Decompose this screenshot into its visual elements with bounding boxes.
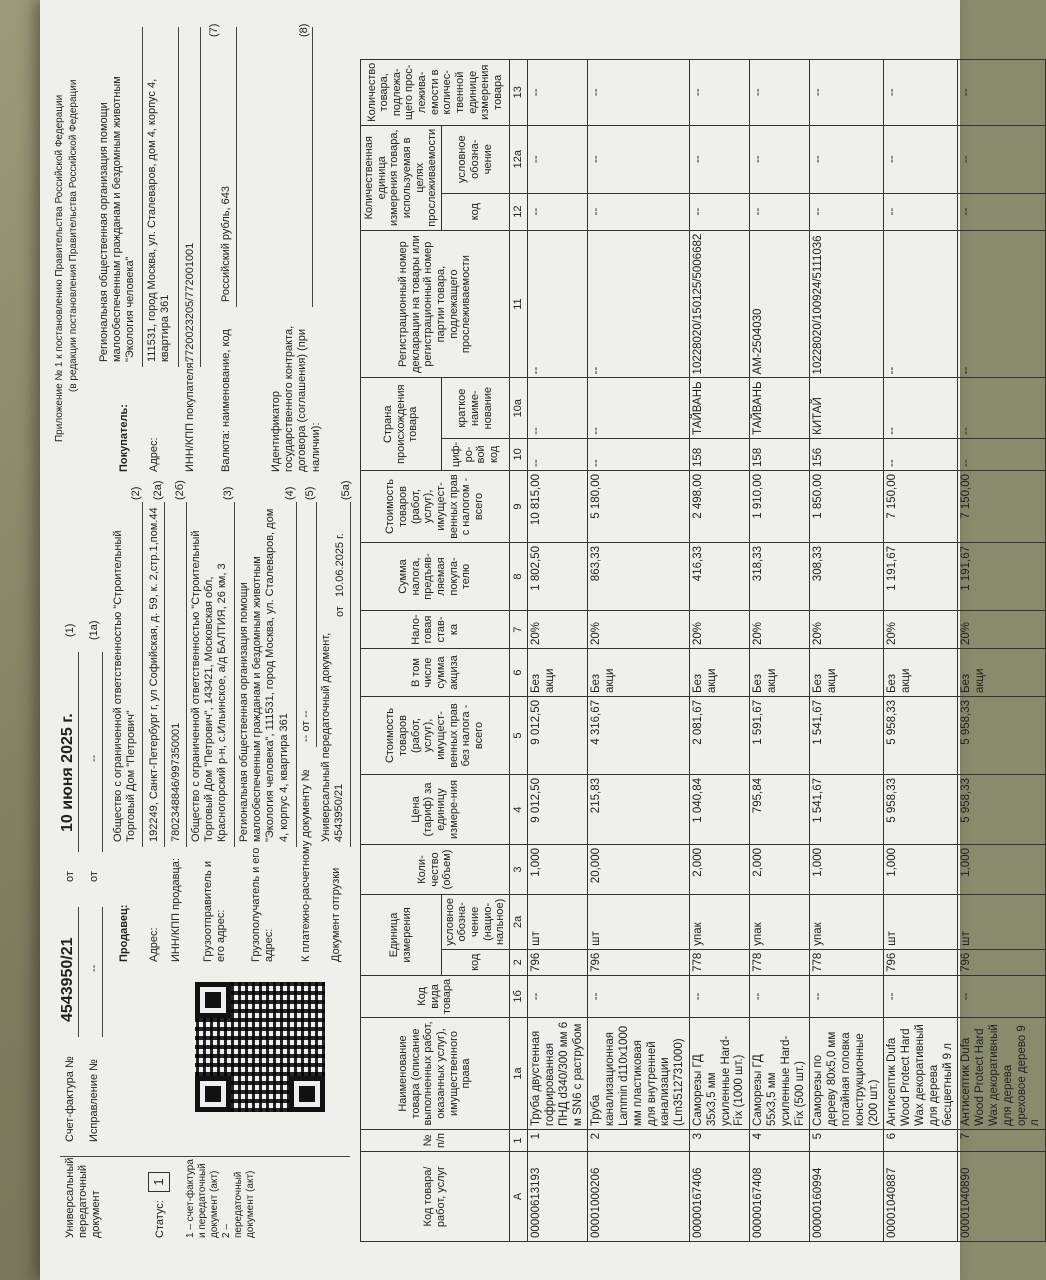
buyer-value: Региональная общественная организация помощи малообеспеченным гражданам и бездомным животным "Экология человека" xyxy=(98,76,137,362)
doc-type-box xyxy=(60,1156,350,1242)
buyer-inn-value: 7720023205/772001001 xyxy=(184,242,196,362)
cell-num: 1 xyxy=(528,1130,588,1152)
cell-unit-code: 778 xyxy=(750,949,810,975)
cell-excise: Без акци xyxy=(750,649,810,697)
th-code: Код товара/ работ, услуг xyxy=(361,1152,510,1242)
cell-code: 00000167406 xyxy=(690,1152,750,1242)
column-number: 12 xyxy=(510,193,528,230)
table-row xyxy=(750,59,810,1241)
cell-tax: 1 802,50 xyxy=(528,543,588,611)
cell-qty: 1,000 xyxy=(810,845,884,895)
column-number: 10 xyxy=(510,438,528,470)
cell-reg-number: 10228020/100924/5111036 xyxy=(810,230,884,378)
cell-cost: 5 958,33 xyxy=(958,697,1046,775)
cell-total: 2 498,00 xyxy=(690,471,750,543)
cell-unit: шт xyxy=(588,895,690,950)
cell-tax: 1 191,67 xyxy=(884,543,958,611)
cell-tax: 318,33 xyxy=(750,543,810,611)
cell-trace-code: -- xyxy=(690,193,750,230)
column-number: 4 xyxy=(510,775,528,845)
th-num: № п/п xyxy=(361,1130,510,1152)
mark-2a: (2а) xyxy=(152,480,164,500)
goods-table xyxy=(360,59,1046,1242)
seller-inn-label: ИНН/КПП продавца: xyxy=(170,858,182,962)
cell-price: 795,84 xyxy=(750,775,810,845)
cell-num: 5 xyxy=(810,1130,884,1152)
th-unit: Единица измерения xyxy=(361,895,442,976)
column-number: 7 xyxy=(510,611,528,649)
cell-country-code: 158 xyxy=(690,438,750,470)
column-number: 5 xyxy=(510,697,528,775)
cell-rate: 20% xyxy=(528,611,588,649)
th-tax-rate: Нало-говая став-ка xyxy=(361,611,510,649)
cell-trace-name: -- xyxy=(884,125,958,193)
doc-type-label: Универсальный передаточный документ xyxy=(64,1157,103,1238)
cell-cost: 9 012,50 xyxy=(528,697,588,775)
shipment-doc-date: 10.06.2025 г. xyxy=(334,533,346,597)
mark-8: (8) xyxy=(298,23,310,37)
th-qty: Коли-чество (объем) xyxy=(361,845,510,895)
mark-2b: (2б) xyxy=(174,480,186,500)
cell-qty: 20,000 xyxy=(588,845,690,895)
correction-from-label: от xyxy=(88,871,100,882)
column-number: 2а xyxy=(510,895,528,950)
seller-inn-value: 7802348846/997350001 xyxy=(170,722,182,842)
cell-total: 1 850,00 xyxy=(810,471,884,543)
status-legend: 1 – счет-фактура и передаточный документ (акт) 2 – передаточный документ (акт) xyxy=(185,1159,256,1238)
mark-5a: (5а) xyxy=(340,480,352,500)
cell-price: 9 012,50 xyxy=(528,775,588,845)
column-number: 2 xyxy=(510,949,528,975)
cell-kind: -- xyxy=(958,975,1046,1017)
cell-name: Антисептик Dufa Wood Protect Hard Wax декоративный для дерева ореховое дерево 9 л xyxy=(958,1018,1046,1130)
gov-id-label: Идентификатор государственного контракта, договора (соглашения) (при наличии): xyxy=(270,325,322,472)
column-number: 1а xyxy=(510,1018,528,1130)
cell-trace-name: -- xyxy=(810,125,884,193)
cell-code: 00001040890 xyxy=(958,1152,1046,1242)
shipper-value: Общество с ограниченной ответственностью "Строительный Торговый Дом "Петрович", 143421, Московская обл, Красногорский р-н, с.Ильинское, а/д БАЛТИЯ, 26 км, 3 xyxy=(190,530,229,842)
cell-code: 00000613193 xyxy=(528,1152,588,1242)
cell-country-name: -- xyxy=(528,378,588,438)
cell-excise: Без акци xyxy=(958,649,1046,697)
cell-trace-qty: -- xyxy=(884,59,958,125)
cell-name: Труба канализационная Lammin d110х1000 мм пластиковая для внутренней канализации (Lm3512731000) xyxy=(588,1018,690,1130)
cell-kind: -- xyxy=(750,975,810,1017)
cell-num: 2 xyxy=(588,1130,690,1152)
th-unit-code: код xyxy=(441,949,509,975)
cell-unit: шт xyxy=(528,895,588,950)
column-number: 13 xyxy=(510,59,528,125)
cell-total: 10 815,00 xyxy=(528,471,588,543)
table-row xyxy=(810,59,884,1241)
cell-unit-code: 796 xyxy=(528,949,588,975)
cell-excise: Без акци xyxy=(884,649,958,697)
cell-rate: 20% xyxy=(750,611,810,649)
cell-tax: 416,33 xyxy=(690,543,750,611)
th-kind-code: Код вида товара xyxy=(361,975,510,1017)
cell-rate: 20% xyxy=(884,611,958,649)
cell-rate: 20% xyxy=(958,611,1046,649)
cell-trace-name: -- xyxy=(750,125,810,193)
column-number: 1б xyxy=(510,975,528,1017)
cell-trace-code: -- xyxy=(810,193,884,230)
cell-cost: 2 081,67 xyxy=(690,697,750,775)
consignee-value: Региональная общественная организация помощи малообеспеченным гражданам и бездомным животным "Экология человека", 111531, город Москва, ул. Сталеваров, дом 4, корпус 4, квартира 361 xyxy=(238,508,290,842)
cell-code: 00001000206 xyxy=(588,1152,690,1242)
status-value-box: 1 xyxy=(148,1172,170,1192)
upd-document xyxy=(50,22,1042,1262)
cell-total: 7 150,00 xyxy=(884,471,958,543)
cell-rate: 20% xyxy=(588,611,690,649)
cell-rate: 20% xyxy=(810,611,884,649)
appendix-line-2: (в редакции постановления Правительства Российской Федерации xyxy=(68,79,79,392)
cell-qty: 1,000 xyxy=(528,845,588,895)
cell-cost: 1 591,67 xyxy=(750,697,810,775)
cell-unit: шт xyxy=(884,895,958,950)
cell-num: 3 xyxy=(690,1130,750,1152)
cell-trace-qty: -- xyxy=(810,59,884,125)
cell-unit: упак xyxy=(690,895,750,950)
invoice-label: Счет-фактура № xyxy=(64,1056,76,1142)
cell-trace-name: -- xyxy=(958,125,1046,193)
cell-trace-qty: -- xyxy=(588,59,690,125)
cell-kind: -- xyxy=(884,975,958,1017)
cell-country-code: -- xyxy=(588,438,690,470)
cell-country-name: -- xyxy=(884,378,958,438)
mark-1a: (1а) xyxy=(88,620,100,640)
th-country-name: краткое наиме-нование xyxy=(441,378,509,438)
cell-total: 1 910,00 xyxy=(750,471,810,543)
th-price: Цена (тариф) за единицу измере-ния xyxy=(361,775,510,845)
cell-country-code: -- xyxy=(528,438,588,470)
cell-trace-code: -- xyxy=(528,193,588,230)
currency-label: Валюта: наименование, код xyxy=(220,329,232,472)
cell-name: Саморезы ГД 55х3,5 мм усиленные Hard-Fix (500 шт.) xyxy=(750,1018,810,1130)
cell-tax: 308,33 xyxy=(810,543,884,611)
table-row xyxy=(528,59,588,1241)
appendix-line-1: Приложение № 1 к постановлению Правительства Российской Федерации xyxy=(54,94,65,442)
cell-name: Труба двустенная гофрированная ПНД d340/300 мм 6 м SN6 с раструбом xyxy=(528,1018,588,1130)
table-row xyxy=(958,59,1046,1241)
cell-reg-number: -- xyxy=(958,230,1046,378)
column-number: 10а xyxy=(510,378,528,438)
table-row xyxy=(884,59,958,1241)
cell-country-code: -- xyxy=(884,438,958,470)
shipment-doc-value: Универсальный передаточный документ, 4543950/21 xyxy=(320,632,346,842)
payment-doc-label: К платежно-расчетному документу № xyxy=(300,769,312,962)
cell-country-name: -- xyxy=(958,378,1046,438)
table-row xyxy=(588,59,690,1241)
buyer-address-label: Адрес: xyxy=(148,437,160,472)
column-number-row xyxy=(510,59,528,1241)
cell-price: 5 958,33 xyxy=(884,775,958,845)
status-row xyxy=(152,1200,167,1238)
cell-trace-code: -- xyxy=(958,193,1046,230)
cell-country-name: ТАЙВАНЬ xyxy=(750,378,810,438)
cell-kind: -- xyxy=(528,975,588,1017)
cell-price: 1 541,67 xyxy=(810,775,884,845)
cell-country-name: -- xyxy=(588,378,690,438)
cell-price: 5 958,33 xyxy=(958,775,1046,845)
th-reg-number: Регистрационный номер декларации на товары или регистрационный номер партии товара, подлежащего прослеживаемости xyxy=(361,230,510,378)
cell-code: 00000167408 xyxy=(750,1152,810,1242)
buyer-inn-label: ИНН/КПП покупателя: xyxy=(184,359,196,472)
cell-trace-name: -- xyxy=(588,125,690,193)
mark-5: (5) xyxy=(304,486,316,500)
cell-trace-qty: -- xyxy=(690,59,750,125)
column-number: 8 xyxy=(510,543,528,611)
cell-trace-qty: -- xyxy=(958,59,1046,125)
cell-unit: упак xyxy=(750,895,810,950)
cell-total: 7 150,00 xyxy=(958,471,1046,543)
cell-num: 7 xyxy=(958,1130,1046,1152)
th-cost-wo-tax: Стоимость товаров (работ, услуг), имущест-венных прав без налога - всего xyxy=(361,697,510,775)
table-row xyxy=(690,59,750,1241)
cell-reg-number: -- xyxy=(588,230,690,378)
cell-name: Антисептик Dufa Wood Protect Hard Wax декоративный для дерева бесцветный 9 л xyxy=(884,1018,958,1130)
cell-kind: -- xyxy=(810,975,884,1017)
shipper-label: Грузоотправитель и его адрес: xyxy=(202,861,228,962)
th-excise: В том числе сумма акциза xyxy=(361,649,510,697)
th-trace-qty: Количество товара, подлежа-щего прос-лежива-емости в количес-твенной единице измерения товара xyxy=(361,59,510,125)
cell-country-name: ТАЙВАНЬ xyxy=(690,378,750,438)
cell-name: Саморезы по дереву 80х5,0 мм потайная головка конструкционные (200 шт.) xyxy=(810,1018,884,1130)
cell-rate: 20% xyxy=(690,611,750,649)
cell-excise: Без акци xyxy=(588,649,690,697)
invoice-from-label: от xyxy=(64,871,76,882)
cell-code: 00000160994 xyxy=(810,1152,884,1242)
cell-code: 00001040887 xyxy=(884,1152,958,1242)
th-country: Страна происхождения товара xyxy=(361,378,442,471)
cell-tax: 863,33 xyxy=(588,543,690,611)
cell-country-code: 156 xyxy=(810,438,884,470)
correction-date: -- xyxy=(88,754,100,762)
cell-cost: 4 316,67 xyxy=(588,697,690,775)
cell-reg-number: АМ-2504030 xyxy=(750,230,810,378)
cell-total: 5 180,00 xyxy=(588,471,690,543)
cell-qty: 2,000 xyxy=(750,845,810,895)
mark-7: (7) xyxy=(208,23,220,37)
column-number: 3 xyxy=(510,845,528,895)
seller-address-label: Адрес: xyxy=(148,927,160,962)
mark-2: (2) xyxy=(130,486,142,500)
cell-reg-number: -- xyxy=(884,230,958,378)
th-trace-unit: Количественная единица измерения товара, используемая в целях прослеживаемости xyxy=(361,125,442,230)
cell-excise: Без акци xyxy=(528,649,588,697)
shipment-doc-label: Документ отгрузки xyxy=(330,867,342,962)
th-trace-code: код xyxy=(441,193,509,230)
qr-code xyxy=(195,982,325,1112)
invoice-number: 4543950/21 xyxy=(59,937,76,1022)
mark-4: (4) xyxy=(284,486,296,500)
cell-qty: 1,000 xyxy=(958,845,1046,895)
cell-qty: 1,000 xyxy=(884,845,958,895)
seller-value: Общество с ограниченной ответственностью "Строительный Торговый Дом "Петрович" xyxy=(112,530,138,842)
cell-trace-code: -- xyxy=(750,193,810,230)
cell-country-name: КИТАЙ xyxy=(810,378,884,438)
cell-unit-code: 796 xyxy=(958,949,1046,975)
cell-unit: шт xyxy=(958,895,1046,950)
goods-body xyxy=(528,59,1046,1241)
buyer-address-value: 111531, город Москва, ул. Сталеваров, дом 4, корпус 4, квартира 361 xyxy=(146,78,172,362)
cell-unit-code: 796 xyxy=(588,949,690,975)
column-number: 1 xyxy=(510,1130,528,1152)
column-number: 9 xyxy=(510,471,528,543)
cell-trace-qty: -- xyxy=(750,59,810,125)
correction-number: -- xyxy=(88,964,100,972)
cell-num: 6 xyxy=(884,1130,958,1152)
seller-address-value: 192249, Санкт-Петербург г, ул Софийская, д. 59, к. 2,стр.1,пом.44 xyxy=(148,507,160,842)
cell-reg-number: -- xyxy=(528,230,588,378)
seller-label: Продавец: xyxy=(118,904,130,962)
th-name: Наименование товара (описание выполненных работ, оказанных услуг), имущественного права xyxy=(361,1018,510,1130)
cell-kind: -- xyxy=(690,975,750,1017)
column-number: 11 xyxy=(510,230,528,378)
cell-trace-name: -- xyxy=(690,125,750,193)
th-trace-name: условное обозна-чение xyxy=(441,125,509,193)
cell-num: 4 xyxy=(750,1130,810,1152)
cell-tax: 1 191,67 xyxy=(958,543,1046,611)
cell-name: Саморезы ГД 35х3,5 мм усиленные Hard-Fix (1000 шт.) xyxy=(690,1018,750,1130)
cell-reg-number: 10228020/150125/5006682 xyxy=(690,230,750,378)
th-tax-sum: Сумма налога, предъяв-ляемая покупа-телю xyxy=(361,543,510,611)
cell-trace-name: -- xyxy=(528,125,588,193)
mark-3: (3) xyxy=(222,486,234,500)
column-number: 6 xyxy=(510,649,528,697)
th-country-code: циф-ро-вой код xyxy=(441,438,509,470)
cell-country-code: -- xyxy=(958,438,1046,470)
cell-trace-qty: -- xyxy=(528,59,588,125)
shipment-doc-from: от xyxy=(334,606,346,617)
cell-qty: 2,000 xyxy=(690,845,750,895)
cell-trace-code: -- xyxy=(588,193,690,230)
consignee-label: Грузополучатель и его адрес: xyxy=(250,847,276,962)
status-label: Статус: xyxy=(154,1200,166,1238)
column-number: 12а xyxy=(510,125,528,193)
cell-price: 1 040,84 xyxy=(690,775,750,845)
invoice-date: 10 июня 2025 г. xyxy=(59,713,76,832)
cell-trace-code: -- xyxy=(884,193,958,230)
payment-doc-value: -- от -- xyxy=(300,710,312,742)
cell-excise: Без акци xyxy=(810,649,884,697)
cell-unit-code: 778 xyxy=(690,949,750,975)
cell-unit-code: 796 xyxy=(884,949,958,975)
th-unit-name: условное обозна-чение (нацио-нальное) xyxy=(441,895,509,950)
column-number: А xyxy=(510,1152,528,1242)
currency-value: Российский рубль, 643 xyxy=(220,186,232,302)
cell-excise: Без акци xyxy=(690,649,750,697)
cell-cost: 1 541,67 xyxy=(810,697,884,775)
th-cost-total: Стоимость товаров (работ, услуг), имущест-венных прав с налогом - всего xyxy=(361,471,510,543)
mark-1: (1) xyxy=(64,623,76,637)
cell-cost: 5 958,33 xyxy=(884,697,958,775)
cell-unit: упак xyxy=(810,895,884,950)
cell-country-code: 158 xyxy=(750,438,810,470)
buyer-label: Покупатель: xyxy=(118,404,130,472)
correction-label: Исправление № xyxy=(88,1059,100,1142)
cell-unit-code: 778 xyxy=(810,949,884,975)
cell-price: 215,83 xyxy=(588,775,690,845)
cell-kind: -- xyxy=(588,975,690,1017)
